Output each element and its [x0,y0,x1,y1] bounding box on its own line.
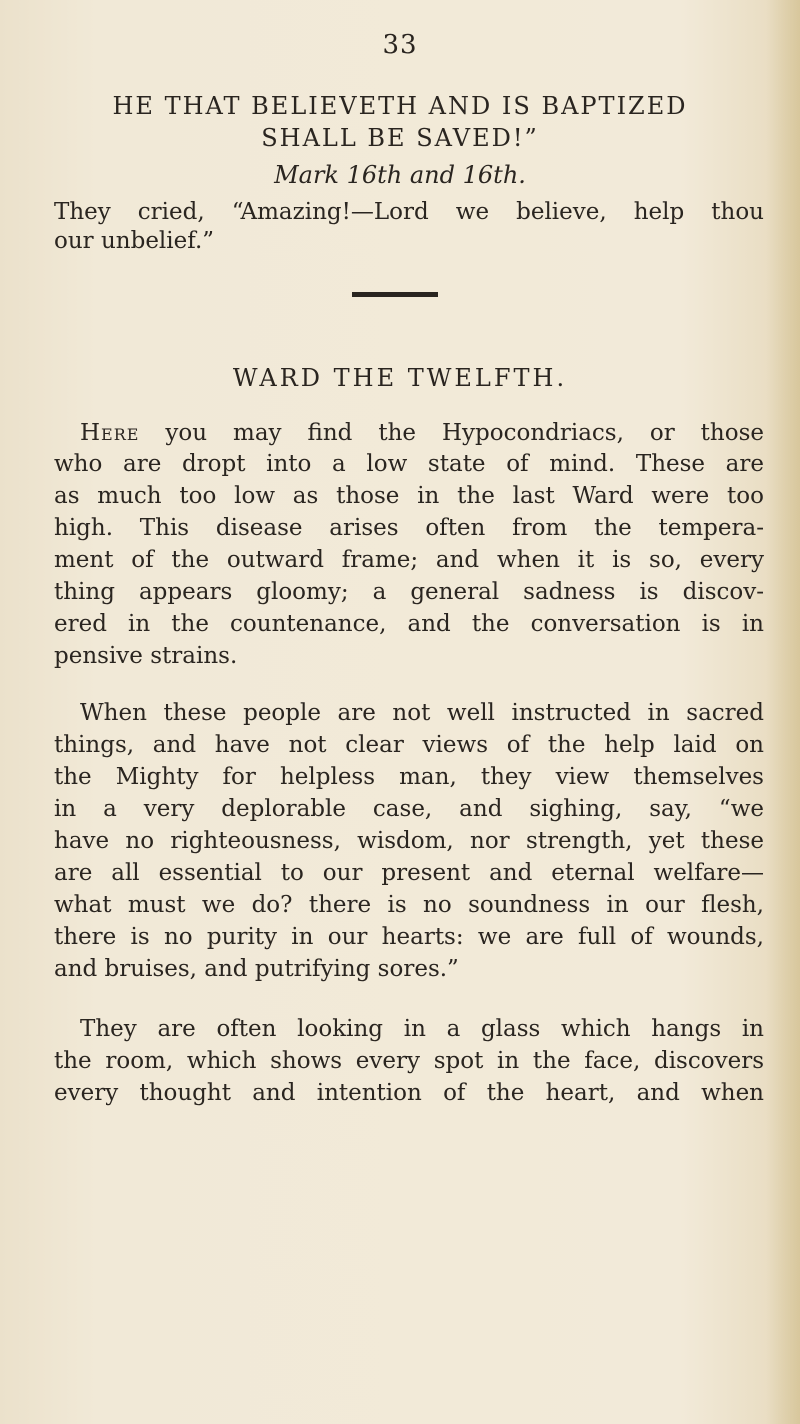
section-title: WARD THE TWELFTH. [232,364,568,392]
paragraph-line: are all essential to our present and eternal welfare— [54,860,764,886]
intro-line: our unbelief.” [54,228,215,254]
paragraph-line: and bruises, and putrifying sores.” [54,956,459,982]
paragraph-line [80,420,764,446]
intro-line: They cried, “Amazing!—Lord we believe, help thou [54,199,764,225]
page-edge-shadow [766,0,800,1424]
paragraph-line: the room, which shows every spot in the face, discovers [54,1048,764,1074]
paragraph-line: high. This disease arises often from the tempera- [54,515,764,541]
section-divider-rule [352,292,438,297]
paragraph-line: When these people are not well instructed in sacred [80,700,764,726]
scripture-heading-line-2: SHALL BE SAVED!” [261,124,539,152]
paragraph-line: pensive strains. [54,643,238,669]
paragraph-line: every thought and intention of the heart, and when [54,1080,764,1106]
paragraph-line: thing appears gloomy; a general sadness is discov- [54,579,764,605]
paragraph-line: in a very deplorable case, and sighing, say, “we [54,796,764,822]
paragraph-line: They are often looking in a glass which hangs in [80,1016,764,1042]
paragraph-line: there is no purity in our hearts: we are full of wounds, [54,924,764,950]
lead-word: Here [80,420,140,446]
lead-line-rest: you may find the Hypocondriacs, or those [139,420,764,446]
paragraph-line: have no righteousness, wisdom, nor strength, yet these [54,828,764,854]
paragraph-line: things, and have not clear views of the help laid on [54,732,764,758]
paragraph-line: what must we do? there is no soundness in our flesh, [54,892,764,918]
paragraph-line: who are dropt into a low state of mind. These are [54,451,764,477]
page-number: 33 [382,30,418,60]
paragraph-line: ered in the countenance, and the conversation is in [54,611,764,637]
paragraph-line: the Mighty for helpless man, they view themselves [54,764,764,790]
scripture-heading-line-1: HE THAT BELIEVETH AND IS BAPTIZED [112,92,688,120]
paragraph-line: as much too low as those in the last Ward were too [54,483,764,509]
scripture-reference: Mark 16th and 16th. [274,161,526,189]
paragraph-line: ment of the outward frame; and when it is so, every [54,547,764,573]
